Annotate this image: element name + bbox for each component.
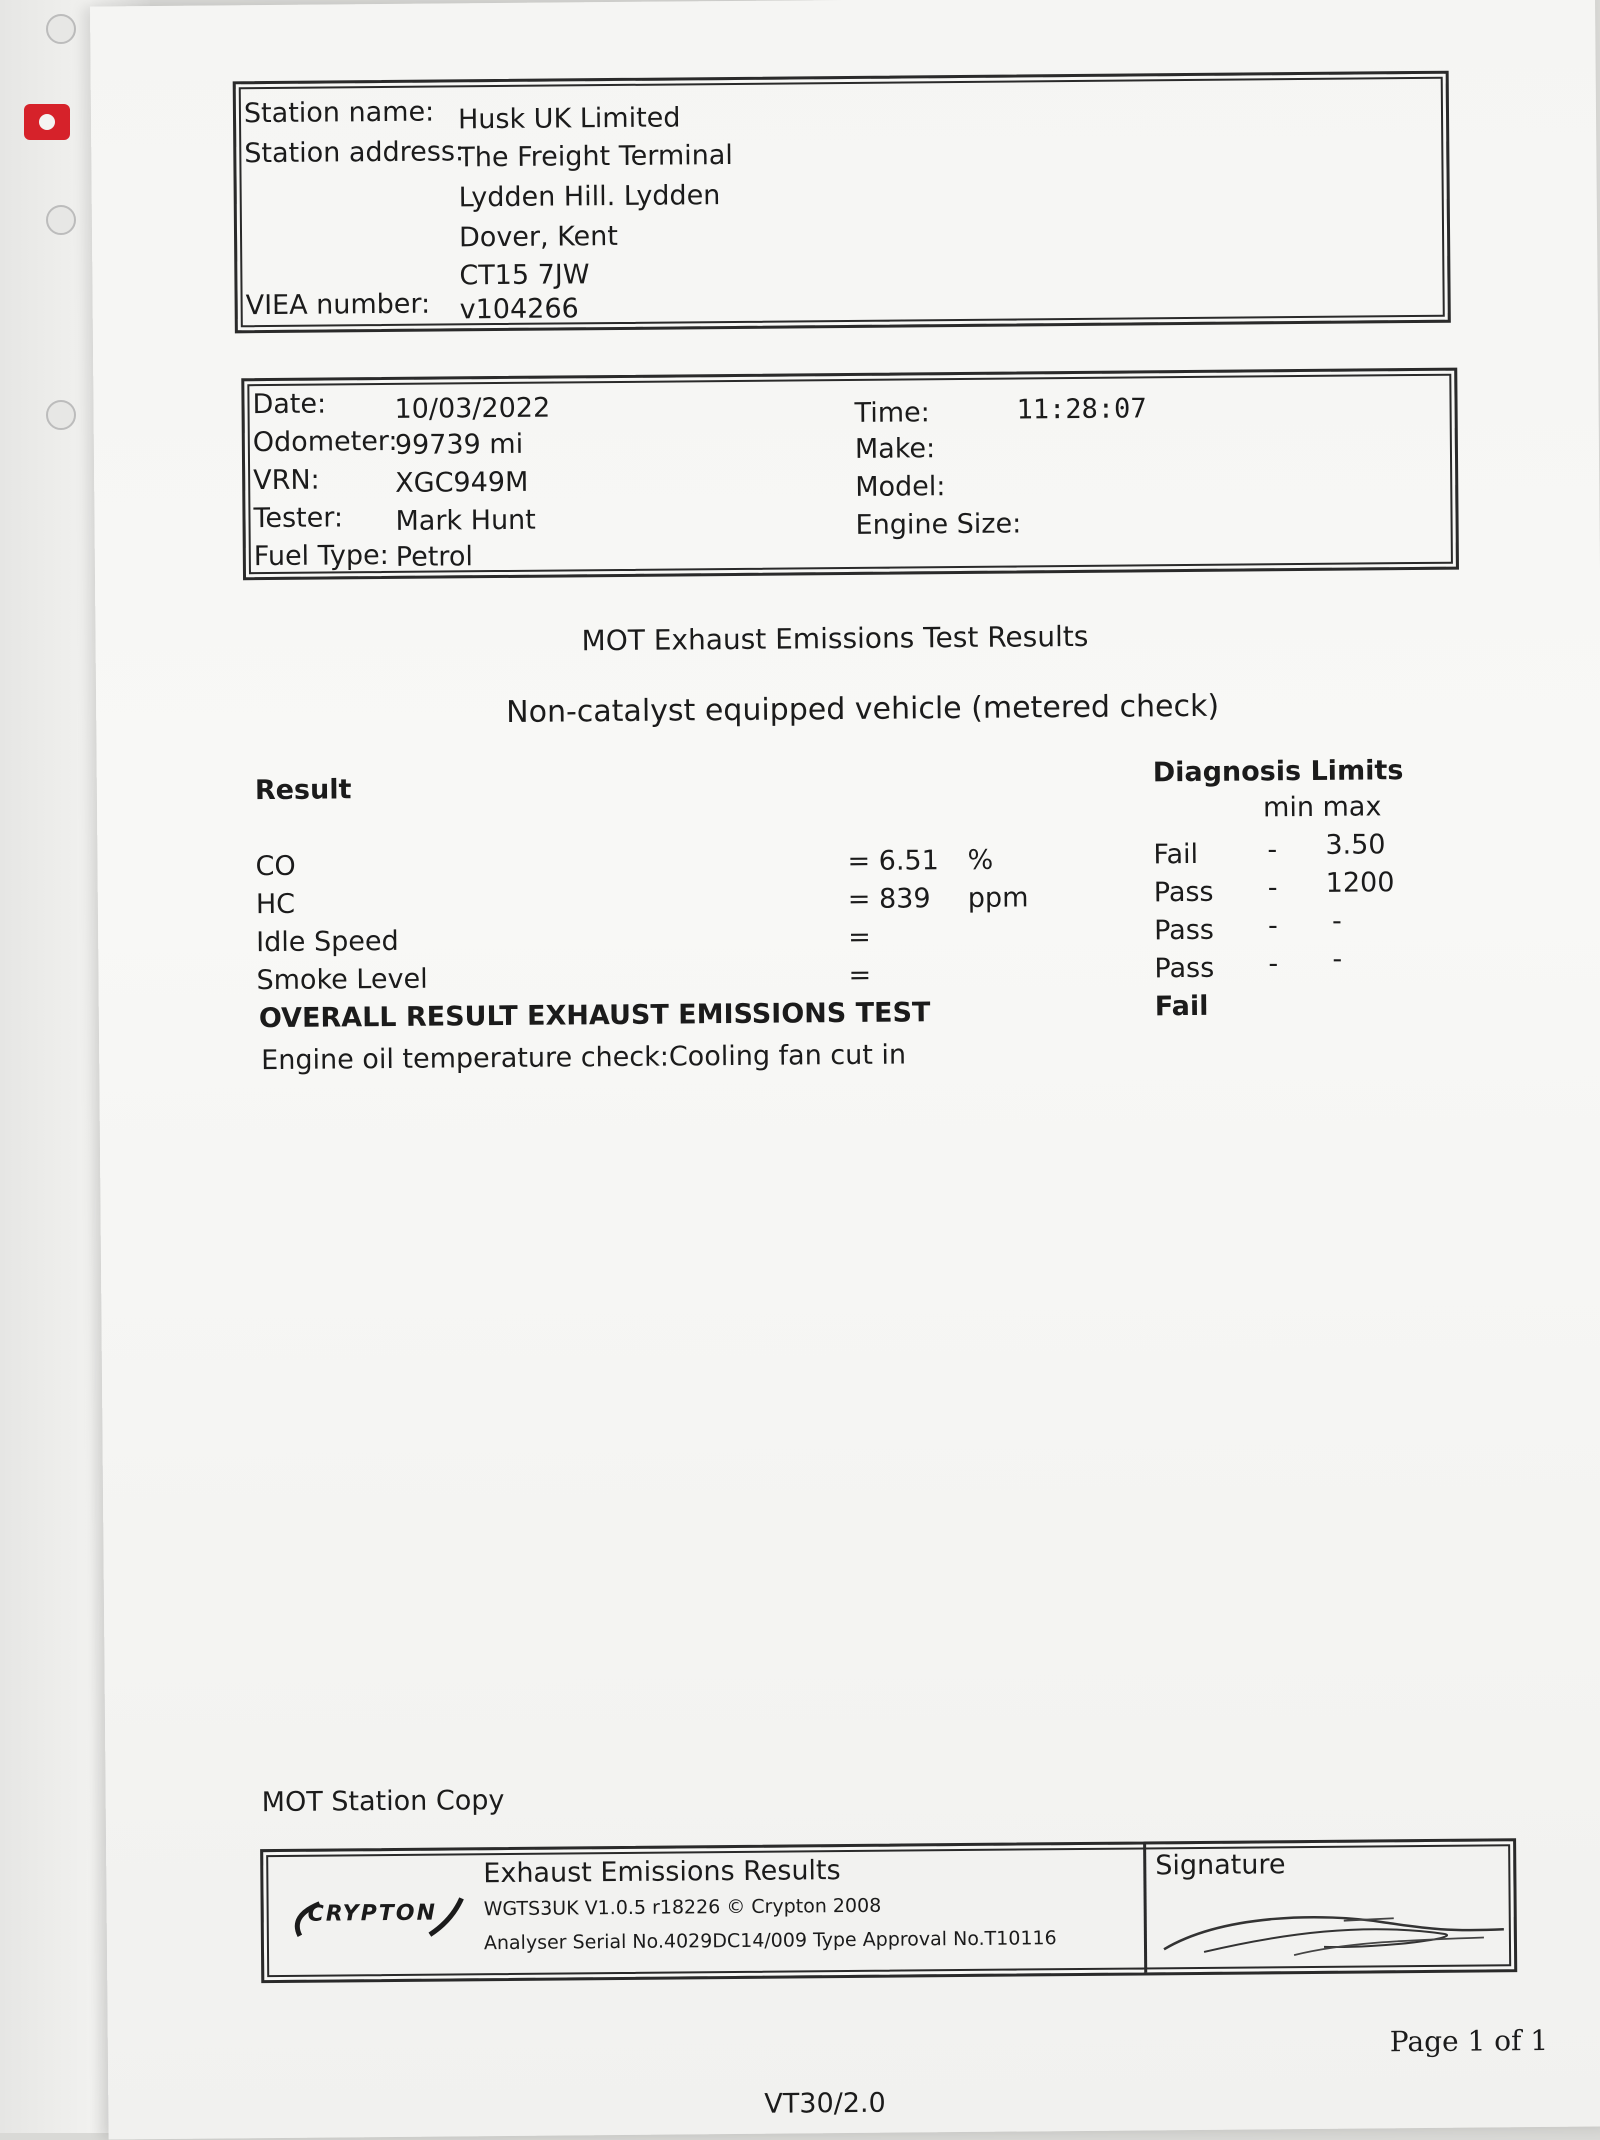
oil-temperature-check: Engine oil temperature check:Cooling fan cut in (261, 1039, 907, 1077)
vrn-label: VRN: (253, 464, 320, 497)
row-max: 3.50 (1325, 829, 1386, 861)
signature-scribble (1144, 1891, 1515, 1964)
station-copy-label: MOT Station Copy (261, 1785, 505, 1819)
odometer-label: Odometer: (252, 425, 398, 459)
station-name: Husk UK Limited (457, 102, 681, 136)
row-min: - (1267, 872, 1278, 904)
report-subtitle: Non-catalyst equipped vehicle (metered check) (506, 688, 1220, 730)
row-min: - (1267, 834, 1278, 866)
form-code: VT30/2.0 (764, 2087, 886, 2120)
row-max: 1200 (1325, 867, 1395, 899)
row-value: = 6.51 (847, 845, 939, 877)
address-line: Lydden Hill. Lydden (458, 180, 721, 214)
time-value: 11:28:07 (1016, 393, 1147, 426)
page-number: Page 1 of 1 (1389, 2023, 1549, 2059)
analyser-serial: Analyser Serial No.4029DC14/009 Type Approval No.T10116 (483, 1927, 1057, 1955)
row-value: = (848, 959, 872, 991)
row-max: - (1332, 943, 1343, 975)
punch-hole (46, 14, 76, 44)
row-label: Smoke Level (256, 963, 428, 997)
date-value: 10/03/2022 (394, 392, 551, 425)
red-logo-mark (24, 104, 70, 140)
punch-hole (46, 205, 76, 235)
min-max-header: min max (1262, 791, 1382, 824)
vrn-value: XGC949M (395, 466, 529, 499)
fuel-type-value: Petrol (395, 541, 474, 573)
station-box (233, 71, 1451, 334)
row-min: - (1267, 910, 1278, 942)
overall-result-status: Fail (1154, 990, 1209, 1023)
make-label: Make: (854, 433, 936, 465)
viea-number: v104266 (459, 293, 579, 326)
row-label: Idle Speed (256, 925, 399, 959)
product-title: Exhaust Emissions Results (483, 1855, 841, 1890)
fuel-type-label: Fuel Type: (253, 539, 389, 573)
row-status: Pass (1153, 876, 1214, 909)
row-status: Pass (1153, 914, 1215, 947)
address-line: Dover, Kent (458, 220, 619, 254)
tester-value: Mark Hunt (395, 504, 536, 537)
date-label: Date: (252, 388, 327, 421)
vehicle-box (241, 368, 1459, 581)
software-version: WGTS3UK V1.0.5 r18226 © Crypton 2008 (483, 1894, 882, 1921)
document-page (90, 0, 1600, 2139)
crypton-logo-text: CRYPTON (307, 1900, 438, 1927)
result-header: Result (254, 774, 352, 807)
engine-size-label: Engine Size: (855, 508, 1022, 541)
row-max: - (1331, 905, 1342, 937)
row-unit: ppm (967, 882, 1029, 914)
station-name-label: Station name: (243, 96, 435, 130)
address-line: CT15 7JW (459, 259, 590, 292)
diagnosis-limits-header: Diagnosis Limits (1152, 755, 1404, 789)
model-label: Model: (855, 471, 946, 503)
row-status: Pass (1154, 952, 1215, 985)
signature-label: Signature (1155, 1849, 1286, 1882)
row-value: = (848, 921, 871, 953)
row-value: = 839 (847, 883, 931, 915)
row-unit: % (967, 844, 994, 876)
time-label: Time: (854, 397, 930, 429)
row-min: - (1268, 948, 1279, 980)
viea-label: VIEA number: (245, 288, 431, 322)
row-label: CO (255, 850, 296, 883)
row-status: Fail (1153, 838, 1199, 871)
address-line: The Freight Terminal (458, 139, 734, 174)
crypton-logo (280, 1894, 470, 1940)
punch-hole (46, 400, 76, 430)
report-title: MOT Exhaust Emissions Test Results (581, 619, 1089, 658)
overall-result-label: OVERALL RESULT EXHAUST EMISSIONS TEST (258, 997, 931, 1035)
analyser-box (260, 1838, 1517, 1983)
row-label: HC (255, 888, 296, 921)
station-address-label: Station address: (244, 136, 465, 170)
odometer-value: 99739 mi (394, 428, 524, 461)
tester-label: Tester: (253, 502, 344, 535)
